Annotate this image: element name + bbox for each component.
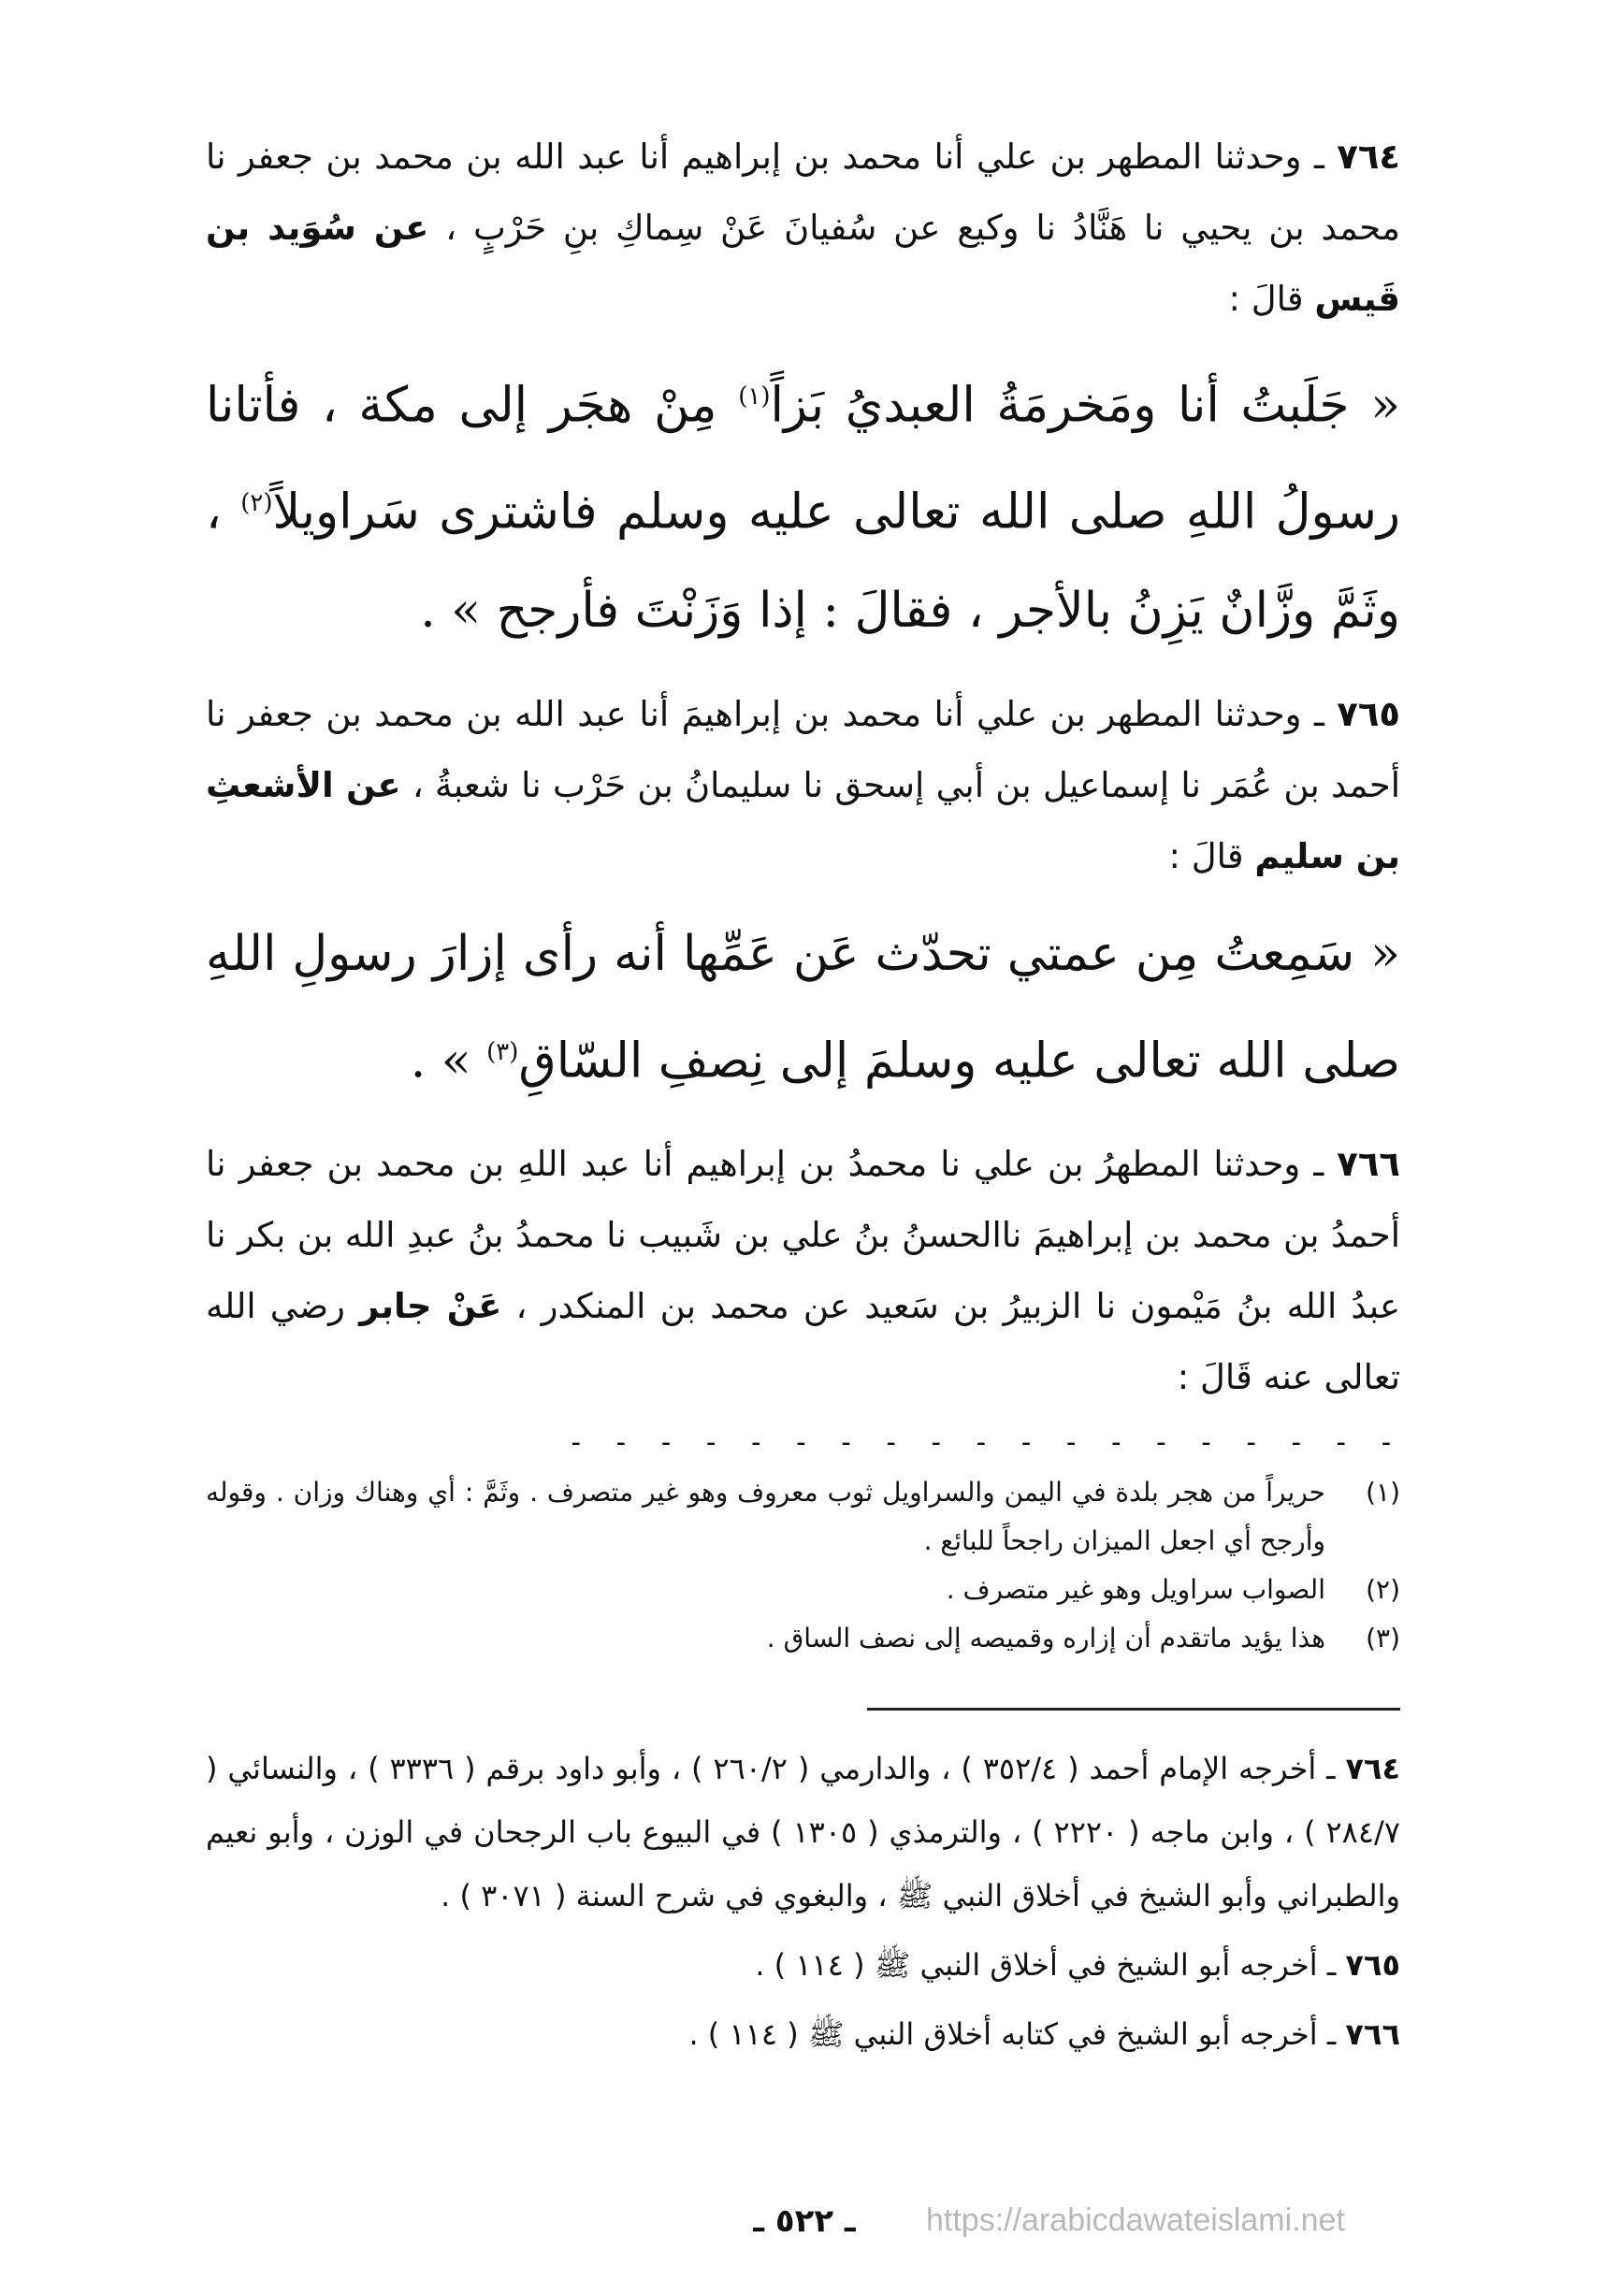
- hadith-number: ٧٦٤: [1337, 137, 1400, 177]
- hadith-number: ٧٦٥: [1337, 693, 1400, 734]
- takhrij-text: ـ أخرجه أبو الشيخ في كتابه أخلاق النبي ﷺ ( ١١٤ ) .: [688, 2015, 1337, 2052]
- takhrij-text: ـ أخرجه الإمام أحمد ( ٣٥٢/٤ ) ، والدارمي ( ٢٦٠/٢ ) ، وأبو داود برقم ( ٣٣٣٦ ) ، والنسائي ( ٢٨٤/٧ ) ، وابن ماجه ( ٢٢٢٠ ) ، والترمذي ( ١٣٠٥ ) في البيوع باب الرجحان في الوزن ، وأبو نعيم والطبراني وأبو الشيخ في أخلاق النبي ﷺ ، والبغوي في شرح السنة ( ٣٠٧١ ) .: [206, 1750, 1401, 1913]
- hadith-isnad: [206, 679, 1400, 892]
- footnote-ref[interactable]: (٢): [240, 489, 273, 518]
- footnote-number: (٣): [1366, 1622, 1400, 1653]
- narrator-name: عن الأشعثِ بن سليم: [206, 764, 1400, 876]
- isnad-tail: قالَ :: [1168, 835, 1244, 876]
- takhrij-number: ٧٦٤: [1345, 1750, 1401, 1786]
- takhrij-number: ٧٦٦: [1345, 2015, 1400, 2052]
- hadith-isnad: [206, 122, 1400, 335]
- footnote-ref[interactable]: (٣): [486, 1037, 519, 1066]
- narrator-name: عَنْ جابر: [359, 1285, 502, 1326]
- isnad-text: ـ وحدثنا المطهر بن علي أنا محمد بن إبراهيمَ أنا عبد الله بن محمد بن جعفر نا أحمد بن عُمَر نا إسماعيل بن أبي إسحق نا سليمانُ بن حَرْب نا شعبةُ ،: [206, 693, 1400, 805]
- takhrij-entry: [206, 1737, 1400, 1928]
- isnad-text: ـ وحدثنا المطهرُ بن علي نا محمدُ بن إبراهيم أنا عبد اللهِ بن محمد بن جعفر نا أحمدُ بن محمد بن إبراهيمَ ناالحسنُ بنُ علي بن شَبيب نا محمدُ بنُ عبدِ الله بن بكر نا عبدُ الله بنُ مَيْمون نا الزبيرُ بن سَعيد عن محمد بن المنكدر ،: [206, 1143, 1401, 1326]
- takhrij-entry: [206, 1933, 1400, 1997]
- takhrij-number: ٧٦٥: [1345, 1946, 1400, 1983]
- isnad-tail: رضي الله تعالى عنه قَالَ :: [206, 1285, 1400, 1397]
- matn-text: » .: [410, 1032, 471, 1089]
- takhrij-text: ـ أخرجه أبو الشيخ في أخلاق النبي ﷺ ( ١١٤ ) .: [755, 1946, 1337, 1983]
- isnad-text: ـ وحدثنا المطهر بن علي أنا محمد بن إبراهيم أنا عبد الله بن محمد بن جعفر نا محمد بن يحيي نا هَنَّادُ نا وكيع عن سُفيانَ عَنْ سِماكِ بنِ حَرْبٍ ،: [206, 137, 1400, 248]
- matn-text: ، وثَمَّ وزَّانٌ يَزِنُ بالأجر ، فقالَ : إذا وَزَنْتَ فأرجح » .: [206, 484, 1400, 639]
- footnote: [206, 1614, 1400, 1663]
- matn-text: « جَلَبتُ أنا ومَخرمَةُ العبديُ بَزاً: [770, 377, 1401, 434]
- footnote-text: الصواب سراويل وهو غير متصرف .: [946, 1573, 1325, 1605]
- footnote-ref[interactable]: (١): [738, 383, 771, 411]
- hadith-isnad: [206, 1129, 1400, 1413]
- dashed-separator: - - - - - - - - - - - - - - - - - - -: [567, 1425, 1400, 1459]
- site-watermark: https://arabicdawateislami.net: [926, 2202, 1345, 2238]
- takhrij-entry: [206, 2002, 1400, 2066]
- footnote-text: هذا يؤيد ماتقدم أن إزاره وقميصه إلى نصف الساق .: [766, 1622, 1325, 1653]
- hadith-matn: [206, 905, 1400, 1110]
- matn-text: « سَمِعتُ مِن عمتي تحدّث عَن عَمِّها أنه رأى إزارَ رسولِ اللهِ صلى الله تعالى عليه وسلمَ إلى نِصفِ السّاقِ: [206, 925, 1400, 1089]
- narrator-name: عن سُوَيد بن قَيس: [206, 208, 1400, 319]
- hadith-matn: [206, 348, 1400, 660]
- footnote: [206, 1468, 1400, 1566]
- page-content: [206, 122, 1400, 2072]
- isnad-tail: قالَ :: [1228, 279, 1304, 319]
- matn-text: مِنْ هجَر إلى مكة ، فأتانا رسولُ اللهِ صلى الله تعالى عليه وسلم فاشترى سَراويلاً: [206, 377, 1401, 541]
- separator-rule: [867, 1708, 1400, 1711]
- footnote: [206, 1566, 1400, 1614]
- footnote-number: (١): [1366, 1476, 1400, 1508]
- page-number: ـ ٥٢٢ ـ: [753, 2202, 856, 2240]
- footnote-number: (٢): [1366, 1573, 1400, 1605]
- hadith-number: ٧٦٦: [1337, 1143, 1400, 1184]
- footnote-text: حريراً من هجر بلدة في اليمن والسراويل ثوب معروف وهو غير متصرف . وثَمَّ : أي وهناك وزان . وقوله وأرجح أي اجعل الميزان راجحاً للبائع .: [206, 1476, 1325, 1556]
